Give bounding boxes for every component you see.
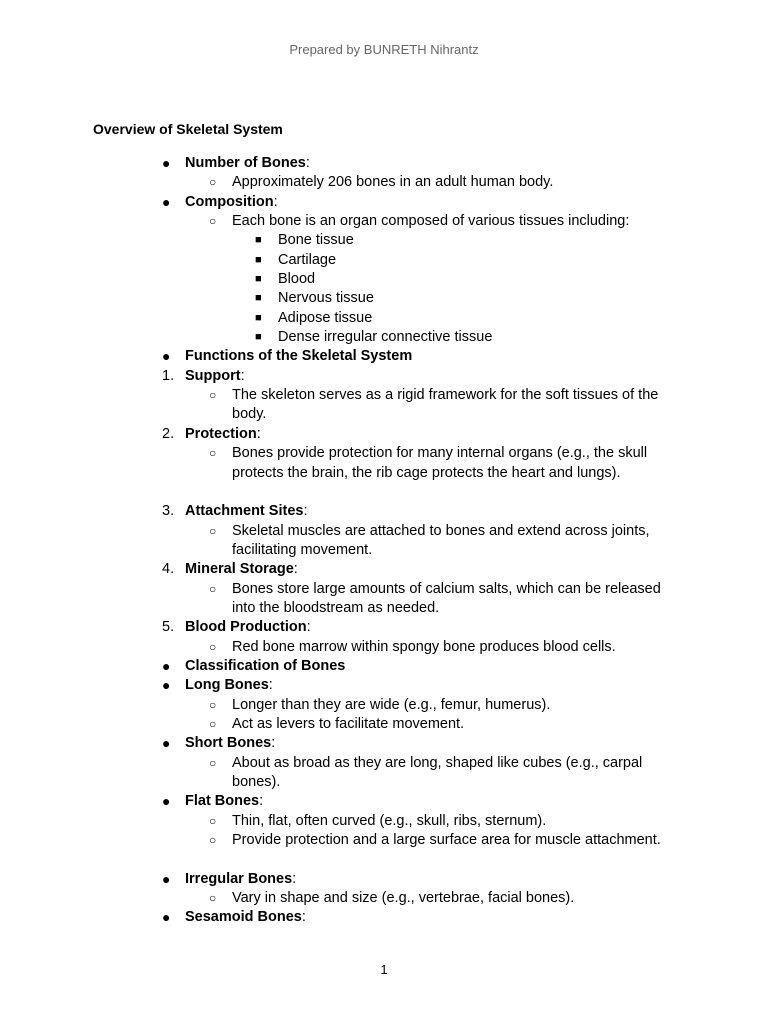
item-heading <box>185 367 245 386</box>
item-heading-bold: Short Bones <box>185 735 272 752</box>
list-item <box>0 347 768 366</box>
item-text: Vary in shape and size (e.g., vertebrae, facial bones). <box>232 890 575 907</box>
bullet-marker: ■ <box>255 234 262 247</box>
item-heading <box>185 560 298 579</box>
item-heading-suffix: : <box>293 561 298 578</box>
item-text: Red bone marrow within spongy bone produces blood cells. <box>232 638 616 655</box>
list-item <box>0 831 768 870</box>
item-heading <box>185 908 306 927</box>
item-text: Bones store large amounts of calcium salts, which can be released into the bloodstream as needed. <box>232 580 661 616</box>
item-text: Approximately 206 bones in an adult human body. <box>232 174 554 191</box>
bullet-marker: ■ <box>255 292 262 305</box>
list-item <box>0 889 768 908</box>
list-item <box>0 231 768 250</box>
item-heading-bold: Flat Bones <box>185 793 260 810</box>
bullet-marker: ○ <box>209 446 217 461</box>
bullet-marker: ● <box>162 909 171 926</box>
list-item <box>0 289 768 308</box>
item-text: Each bone is an organ composed of various tissues including: <box>232 213 630 230</box>
list-item <box>0 328 768 347</box>
bullet-marker: ● <box>162 677 171 694</box>
list-item <box>0 386 768 425</box>
item-heading-bold: Mineral Storage <box>185 561 294 578</box>
bullet-marker: ● <box>162 657 171 674</box>
list-item <box>0 560 768 579</box>
bullet-marker: ■ <box>255 253 262 266</box>
bullet-marker: ○ <box>209 697 217 712</box>
list-item <box>0 502 768 521</box>
list-item <box>0 754 768 793</box>
item-text: Cartilage <box>278 251 337 268</box>
item-heading-bold: Attachment Sites <box>185 503 304 520</box>
page-header: Prepared by BUNRETH Nihrantz <box>289 42 479 57</box>
item-heading <box>185 657 345 676</box>
item-heading-bold: Support <box>185 367 241 384</box>
bullet-marker: ● <box>162 870 171 887</box>
item-heading-suffix: : <box>301 909 306 926</box>
list-number: 3. <box>162 503 175 520</box>
list-item <box>0 715 768 734</box>
bullet-marker: ■ <box>255 331 262 344</box>
bullet-marker: ● <box>162 155 171 171</box>
list-item <box>0 870 768 889</box>
item-heading-bold: Number of Bones <box>185 155 306 171</box>
bullet-marker: ○ <box>209 813 217 828</box>
item-heading-bold: Composition <box>185 193 274 210</box>
list-number: 5. <box>162 619 175 636</box>
item-heading <box>185 154 310 173</box>
list-item <box>0 270 768 289</box>
item-heading <box>185 618 311 637</box>
item-heading-bold: Classification of Bones <box>185 657 346 674</box>
bullet-marker: ● <box>162 735 171 752</box>
item-heading <box>185 193 278 212</box>
bullet-marker: ○ <box>209 833 217 848</box>
item-heading-suffix: : <box>305 155 310 171</box>
list-item <box>0 696 768 715</box>
item-heading <box>185 425 261 444</box>
list-item <box>0 792 768 811</box>
list-item <box>0 251 768 270</box>
item-heading-suffix: : <box>303 503 308 520</box>
item-text: Longer than they are wide (e.g., femur, humerus). <box>232 696 551 713</box>
item-heading-suffix: : <box>306 619 311 636</box>
list-item <box>0 676 768 695</box>
item-heading-suffix: : <box>273 193 278 210</box>
list-item <box>0 522 768 561</box>
item-heading <box>185 870 296 889</box>
item-heading <box>185 676 273 695</box>
bullet-marker: ○ <box>209 716 217 731</box>
item-text: Skeletal muscles are attached to bones and extend across joints, facilitating movement. <box>232 522 650 558</box>
item-heading-bold: Sesamoid Bones <box>185 909 302 926</box>
bullet-marker: ■ <box>255 311 262 324</box>
item-heading-bold: Functions of the Skeletal System <box>185 348 413 365</box>
item-heading-suffix: : <box>259 793 264 810</box>
list-item <box>0 212 768 231</box>
item-text: Dense irregular connective tissue <box>278 329 493 346</box>
item-heading-suffix: : <box>256 425 261 442</box>
list-item <box>0 309 768 328</box>
item-text: Provide protection and a large surface area for muscle attachment. <box>232 832 661 849</box>
bullet-marker: ● <box>162 348 171 365</box>
item-heading <box>185 347 412 366</box>
item-text: Bones provide protection for many internal organs (e.g., the skull protects the brain, the rib cage protects the heart and lungs). <box>232 445 648 481</box>
item-text: Blood <box>278 271 316 288</box>
item-text: Adipose tissue <box>278 309 373 326</box>
item-heading-bold: Blood Production <box>185 619 307 636</box>
outline-list <box>0 154 768 928</box>
list-item <box>0 193 768 212</box>
bullet-marker: ● <box>162 793 171 810</box>
list-item <box>0 657 768 676</box>
list-item <box>0 367 768 386</box>
item-heading-suffix: : <box>292 870 297 887</box>
document-title: Overview of Skeletal System <box>93 121 283 137</box>
list-item <box>0 908 768 927</box>
item-text: Thin, flat, often curved (e.g., skull, ribs, sternum). <box>232 812 547 829</box>
item-heading-bold: Protection <box>185 425 257 442</box>
item-text: The skeleton serves as a rigid framework for the soft tissues of the body. <box>232 387 659 423</box>
bullet-marker: ○ <box>209 388 217 403</box>
bullet-marker: ○ <box>209 523 217 538</box>
item-heading-suffix: : <box>268 677 273 694</box>
list-item <box>0 580 768 619</box>
list-item <box>0 154 768 173</box>
bullet-marker: ○ <box>209 639 217 654</box>
bullet-marker: ○ <box>209 581 217 596</box>
item-heading <box>185 734 275 753</box>
list-number: 2. <box>162 425 175 442</box>
bullet-marker: ○ <box>209 175 217 190</box>
list-item <box>0 618 768 637</box>
list-number: 4. <box>162 561 175 578</box>
bullet-marker: ● <box>162 193 171 210</box>
list-item <box>0 425 768 444</box>
page-number: 1 <box>380 962 388 977</box>
bullet-marker: ○ <box>209 755 217 770</box>
bullet-marker: ■ <box>255 273 262 286</box>
item-heading-bold: Irregular Bones <box>185 870 293 887</box>
list-item <box>0 734 768 753</box>
item-text: Act as levers to facilitate movement. <box>232 715 465 732</box>
list-item <box>0 812 768 831</box>
item-heading-suffix: : <box>271 735 276 752</box>
item-heading-suffix: : <box>240 367 245 384</box>
item-text: Nervous tissue <box>278 290 374 307</box>
bullet-marker: ○ <box>209 214 217 229</box>
list-item <box>0 444 768 502</box>
bullet-marker: ○ <box>209 891 217 906</box>
list-number: 1. <box>162 367 175 384</box>
list-item <box>0 638 768 657</box>
item-text: Bone tissue <box>278 232 354 249</box>
item-text: About as broad as they are long, shaped like cubes (e.g., carpal bones). <box>232 754 643 791</box>
item-heading-bold: Long Bones <box>185 677 269 694</box>
item-heading <box>185 792 263 811</box>
list-item <box>0 173 768 192</box>
item-heading <box>185 502 307 521</box>
